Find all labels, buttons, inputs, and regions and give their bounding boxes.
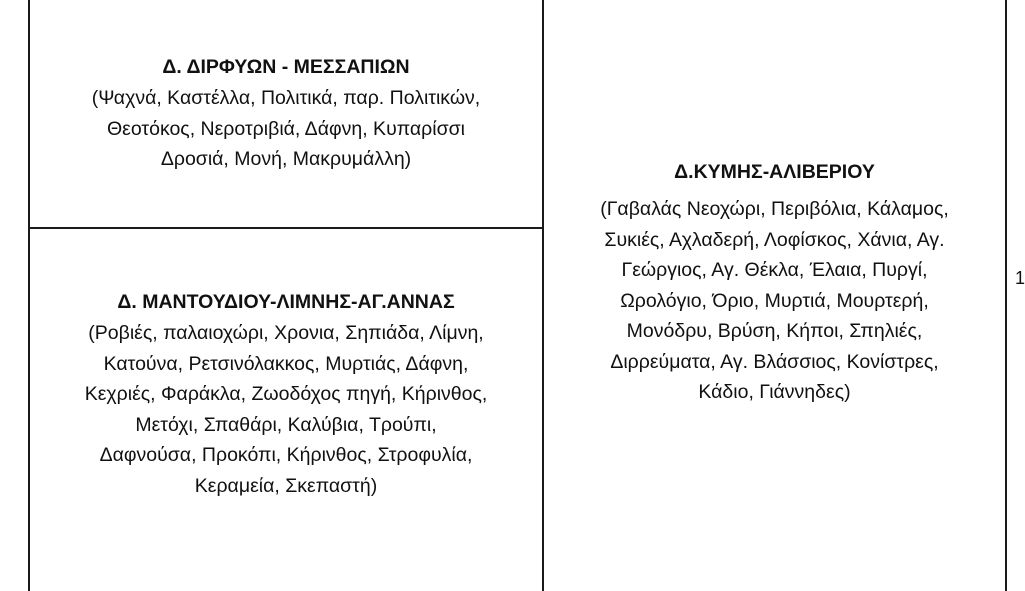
village-line: Δροσιά, Μονή, Μακρυμάλλη) xyxy=(160,148,412,170)
village-line: (Γαβαλάς Νεοχώρι, Περιβόλια, Κάλαμος, xyxy=(600,198,949,220)
village-line: Δαφνούσα, Προκόπι, Κήρινθος, Στροφυλία, xyxy=(99,444,473,466)
table-border-right xyxy=(1005,0,1007,591)
village-line: Μονόδρυ, Βρύση, Κήποι, Σπηλιές, xyxy=(626,320,923,342)
truncated-column-text: 1 xyxy=(1015,268,1025,288)
village-line: Θεοτόκος, Νεροτριβιά, Δάφνη, Κυπαρίσσι xyxy=(106,117,466,140)
village-line: Μετόχι, Σπαθάρι, Καλύβια, Τρούπι, xyxy=(135,413,437,436)
table-row-divider xyxy=(28,227,544,229)
village-line: Συκιές, Αχλαδερή, Λοφίσκος, Χάνια, Αγ. xyxy=(604,228,945,251)
village-line: Κατούνα, Ρετσινόλακκος, Μυρτιάς, Δάφνη, xyxy=(103,352,469,375)
cell-dirfyon-messapion xyxy=(30,53,542,175)
cell-title: Δ.ΚΥΜΗΣ-ΑΛΙΒΕΡΙΟΥ xyxy=(674,161,875,183)
village-line: Κεραμεία, Σκεπαστή) xyxy=(194,474,378,497)
village-line: Κεχριές, Φαράκλα, Ζωοδόχος πηγή, Κήρινθος, xyxy=(84,383,488,405)
cell-title: Δ. ΜΑΝΤΟΥΔΙΟΥ-ΛΙΜΝΗΣ-ΑΓ.ΑΝΝΑΣ xyxy=(117,291,455,313)
village-line: Ωρολόγιο, Όριο, Μυρτιά, Μουρτερή, xyxy=(620,289,929,312)
village-line: Γεώργιος, Αγ. Θέκλα, Έλαια, Πυργί, xyxy=(621,259,928,281)
village-line: (Ψαχνά, Καστέλλα, Πολιτικά, παρ. Πολιτικών, xyxy=(91,87,481,109)
village-line: Κάδιο, Γιάννηδες) xyxy=(698,381,851,403)
cell-villages xyxy=(30,83,542,175)
cell-villages xyxy=(544,194,1005,408)
cell-title: Δ. ΔΙΡΦΥΩΝ - ΜΕΣΣΑΠΙΩΝ xyxy=(162,56,410,78)
cell-villages xyxy=(30,318,542,501)
village-line: Διρρεύματα, Αγ. Βλάσσιος, Κονίστρες, xyxy=(610,350,939,373)
cell-mantoudiou-limnis-ag-annas xyxy=(30,288,542,501)
village-line: (Ροβιές, παλαιοχώρι, Χρονια, Σηπιάδα, Λίμνη, xyxy=(88,322,484,344)
cell-kymis-aliveriou xyxy=(544,158,1005,408)
